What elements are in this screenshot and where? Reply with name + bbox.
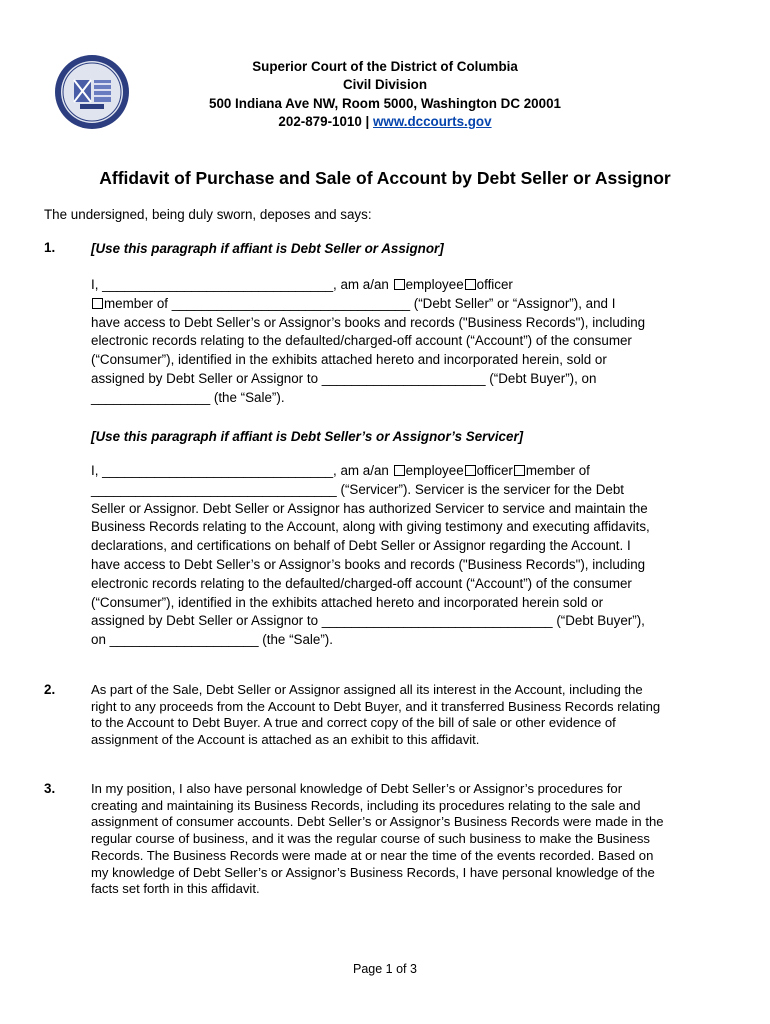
paragraph-b-line: assigned by Debt Seller or Assignor to _______________________________ (“Debt Buyer”), (91, 613, 645, 629)
website-link[interactable]: www.dccourts.gov (373, 114, 492, 129)
section-3-number: 3. (44, 781, 56, 796)
servicer-member-checkbox[interactable] (514, 465, 525, 476)
division-name: Civil Division (342, 77, 428, 92)
paragraph-a-line: ________________ (the “Sale”). (91, 389, 285, 405)
paragraph-b-line: (“Consumer”), identified in the exhibits attached hereto and incorporated herein sold or (91, 594, 604, 610)
member-checkbox[interactable] (92, 298, 103, 309)
section-2-line: right to any proceeds from the Account to Debt Buyer, and it transferred Business Records relating (91, 698, 661, 714)
section-2-line: As part of the Sale, Debt Seller or Assignor assigned all its interest in the Account, including the (91, 682, 643, 697)
paragraph-a-line-2 (91, 295, 697, 314)
section-3-line: regular course of business, and it was the regular course of such business to make the Business (91, 831, 650, 847)
paragraph-a-line: (“Consumer”), identified in the exhibits attached hereto and incorporated herein, sold or (91, 352, 607, 368)
paragraph-b-line: have access to Debt Seller’s or Assignor’s books and records ("Business Records"), including (91, 556, 646, 572)
employee-label: employee (405, 277, 464, 292)
section-3-line: assignment of consumer accounts. Debt Seller’s or Assignor’s Business Records were made in the (91, 814, 664, 830)
court-seal-logo (54, 54, 130, 130)
paragraph-a-line: electronic records relating to the defaulted/charged-off account (“Account”) of the consumer (91, 333, 632, 349)
affiant-name-blank: I, _______________________________, am a/an (91, 277, 393, 292)
paragraph-b-line: on ____________________ (the “Sale”). (91, 632, 333, 648)
page-number: Page 1 of 3 (353, 962, 417, 976)
section-2-line: to the Account to Debt Buyer. A true and correct copy of the bill of sale or other evidence of (91, 715, 616, 731)
phone-number: 202-879-1010 (278, 114, 362, 129)
section-2-line: assignment of the Account is attached as an exhibit to this affidavit. (91, 732, 480, 748)
employee-checkbox[interactable] (394, 279, 405, 290)
section-2-number: 2. (44, 682, 56, 697)
officer-checkbox[interactable] (465, 279, 476, 290)
servicer-employee-label: employee (405, 463, 464, 478)
paragraph-b-line: Seller or Assignor. Debt Seller or Assignor has authorized Servicer to service and maintain the (91, 500, 648, 516)
court-address: 500 Indiana Ave NW, Room 5000, Washington DC 20001 (209, 96, 561, 111)
section-1-heading-b (91, 428, 697, 446)
paragraph-b-line: electronic records relating to the defaulted/charged-off account (“Account”) of the consumer (91, 575, 632, 591)
paragraph-a-line: assigned by Debt Seller or Assignor to ______________________ (“Debt Buyer”), on (91, 370, 597, 386)
intro-text: The undersigned, being duly sworn, deposes and says: (44, 207, 372, 222)
heading-a-text: [Use this paragraph if affiant is Debt Seller or Assignor] (91, 241, 444, 256)
heading-b-text: [Use this paragraph if affiant is Debt Seller’s or Assignor’s Servicer] (91, 429, 524, 444)
section-3-line: In my position, I also have personal knowledge of Debt Seller’s or Assignor’s procedures for (91, 781, 623, 796)
paragraph-b-line: Business Records relating to the Account, along with giving testimony and executing affidavits, (91, 519, 650, 535)
servicer-officer-label: officer (476, 463, 513, 478)
section-3-line: creating and maintaining its Business Records, including its procedures relating to the sale and (91, 797, 641, 813)
member-label: member of ________________________________ (“Debt Seller” or “Assignor”), and I (104, 295, 616, 311)
section-1-heading-a (91, 240, 697, 258)
officer-label: officer (476, 277, 513, 292)
section-3-line: Records. The Business Records were made at or near the time of the events recorded. Based on (91, 847, 654, 863)
section-1-paragraph-b (91, 462, 697, 650)
contact-line (150, 113, 620, 131)
servicer-officer-checkbox[interactable] (465, 465, 476, 476)
paragraph-b-line-1 (91, 462, 697, 481)
servicer-member-label: member of (525, 463, 590, 478)
document-title: Affidavit of Purchase and Sale of Account by Debt Seller or Assignor (99, 168, 671, 188)
court-name: Superior Court of the District of Columbia (252, 59, 518, 74)
servicer-employee-checkbox[interactable] (394, 465, 405, 476)
paragraph-a-line-1 (91, 276, 697, 295)
paragraph-b-line: declarations, and certifications on behalf of Debt Seller or Assignor regarding the Account. I (91, 538, 631, 554)
section-3-line: facts set forth in this affidavit. (91, 881, 260, 897)
section-2-paragraph (91, 682, 697, 749)
servicer-affiant-name-blank: I, _______________________________, am a/an (91, 463, 393, 478)
section-1-paragraph-a (91, 276, 697, 408)
paragraph-a-line: have access to Debt Seller’s or Assignor’s books and records ("Business Records"), including (91, 314, 646, 330)
separator: | (361, 114, 374, 129)
paragraph-b-line: _________________________________ (“Servicer”). Servicer is the servicer for the Debt (91, 481, 624, 497)
section-3-paragraph (91, 781, 697, 898)
section-3-line: my knowledge of Debt Seller’s or Assignor’s Business Records, I have personal knowledge of the (91, 864, 655, 880)
section-1-number: 1. (44, 240, 56, 255)
